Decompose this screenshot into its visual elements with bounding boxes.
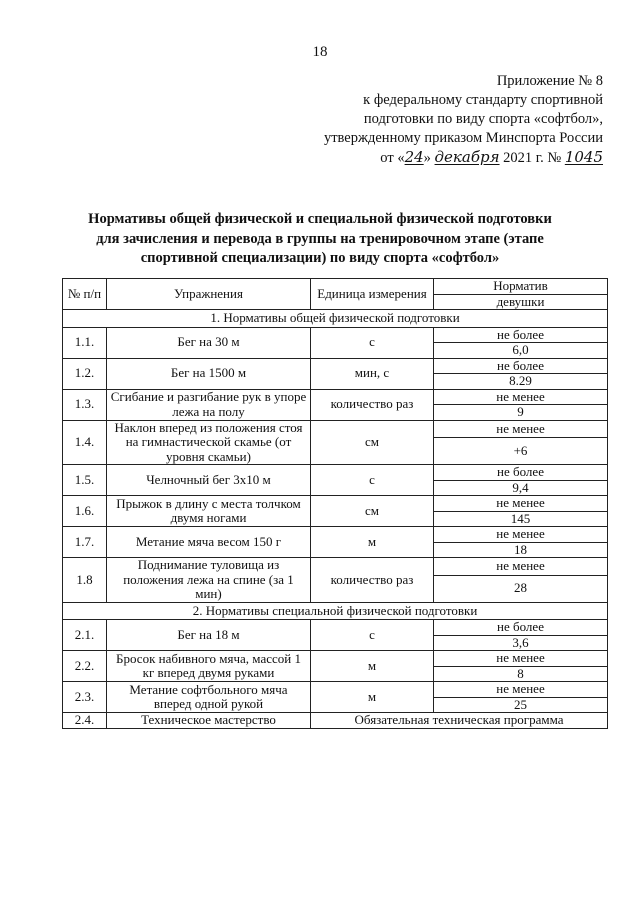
section-row	[63, 310, 608, 328]
row-num: 2.4.	[63, 713, 107, 729]
row-criterion: не менее	[434, 527, 608, 543]
date-prefix: от «	[380, 150, 405, 166]
appendix-header	[303, 72, 603, 168]
row-value: 18	[434, 542, 608, 558]
table-row	[63, 358, 608, 374]
document-title	[0, 210, 640, 269]
row-unit: количество раз	[311, 389, 434, 420]
appendix-date-line	[303, 148, 603, 168]
header-girls: девушки	[434, 294, 608, 310]
appendix-line: подготовки по виду спорта «софтбол»,	[363, 111, 603, 127]
header-norm: Норматив	[434, 279, 608, 295]
row-criterion: не менее	[434, 558, 608, 576]
row-unit: с	[311, 465, 434, 496]
page-number: 18	[312, 44, 328, 60]
row-num: 1.1.	[63, 327, 107, 358]
title-line: Нормативы общей физической и специальной физической подготовки	[88, 211, 552, 227]
row-exercise: Бег на 30 м	[107, 327, 311, 358]
table-row	[63, 389, 608, 405]
row-exercise: Поднимание туловища из положения лежа на спине (за 1 мин)	[107, 558, 311, 603]
row-criterion: не более	[434, 358, 608, 374]
row-criterion: не менее	[434, 496, 608, 512]
row-unit: с	[311, 327, 434, 358]
header-row	[63, 279, 608, 295]
row-unit: см	[311, 496, 434, 527]
row-value: 3,6	[434, 635, 608, 651]
table-row	[63, 713, 608, 729]
date-month: декабря	[434, 148, 500, 166]
row-exercise: Челночный бег 3х10 м	[107, 465, 311, 496]
row-value: 9,4	[434, 480, 608, 496]
row-unit: м	[311, 651, 434, 682]
row-exercise: Наклон вперед из положения стоя на гимнастической скамье (от уровня скамьи)	[107, 420, 311, 465]
row-num: 2.1.	[63, 620, 107, 651]
row-unit: м	[311, 682, 434, 713]
table-row	[63, 682, 608, 698]
date-mid: »	[423, 150, 431, 166]
row-exercise: Бросок набивного мяча, массой 1 кг вперед двумя руками	[107, 651, 311, 682]
date-year: 2021 г. №	[503, 150, 562, 166]
table-row	[63, 327, 608, 343]
title-line: спортивной специализации) по виду спорта «софтбол»	[140, 250, 500, 266]
row-exercise: Бег на 1500 м	[107, 358, 311, 389]
row-criterion: не менее	[434, 389, 608, 405]
row-criterion: не более	[434, 620, 608, 636]
row-unit: с	[311, 620, 434, 651]
header-num: № п/п	[63, 279, 107, 310]
row-value: 25	[434, 697, 608, 713]
row-exercise: Сгибание и разгибание рук в упоре лежа на полу	[107, 389, 311, 420]
standards-table	[62, 278, 608, 729]
section-row	[63, 602, 608, 620]
table-row	[63, 420, 608, 438]
row-criterion: не более	[434, 327, 608, 343]
row-num: 1.4.	[63, 420, 107, 465]
section-title: 2. Нормативы специальной физической подготовки	[63, 602, 608, 620]
row-num: 2.3.	[63, 682, 107, 713]
appendix-line: утвержденному приказом Минспорта России	[323, 130, 603, 146]
row-exercise: Бег на 18 м	[107, 620, 311, 651]
order-number: 1045	[564, 148, 603, 166]
row-num: 1.6.	[63, 496, 107, 527]
table-row	[63, 558, 608, 576]
table-row	[63, 620, 608, 636]
appendix-line: к федеральному стандарту спортивной	[363, 92, 603, 108]
header-unit: Единица измерения	[311, 279, 434, 310]
row-num: 1.8	[63, 558, 107, 603]
row-value: 28	[434, 575, 608, 602]
row-value: 8	[434, 666, 608, 682]
appendix-line: Приложение № 8	[496, 73, 603, 89]
title-line: для зачисления и перевода в группы на тренировочном этапе (этапе	[96, 230, 544, 247]
row-value: 9	[434, 405, 608, 421]
table-row	[63, 496, 608, 512]
table-row	[63, 527, 608, 543]
header-exercise: Упражнения	[107, 279, 311, 310]
row-unit: мин, с	[311, 358, 434, 389]
row-num: 1.2.	[63, 358, 107, 389]
row-value: 6,0	[434, 343, 608, 359]
row-exercise: Прыжок в длину с места толчком двумя ногами	[107, 496, 311, 527]
row-criterion: не более	[434, 465, 608, 481]
table-row	[63, 465, 608, 481]
row-num: 1.7.	[63, 527, 107, 558]
row-criterion: не менее	[434, 420, 608, 438]
row-merged-value: Обязательная техническая программа	[311, 713, 608, 729]
row-num: 2.2.	[63, 651, 107, 682]
row-unit: см	[311, 420, 434, 465]
row-exercise: Метание мяча весом 150 г	[107, 527, 311, 558]
row-value: 145	[434, 511, 608, 527]
row-value: +6	[434, 438, 608, 465]
row-criterion: не менее	[434, 651, 608, 667]
row-num: 1.5.	[63, 465, 107, 496]
row-unit: количество раз	[311, 558, 434, 603]
row-value: 8.29	[434, 374, 608, 390]
row-unit: м	[311, 527, 434, 558]
row-exercise: Техническое мастерство	[107, 713, 311, 729]
section-title: 1. Нормативы общей физической подготовки	[63, 310, 608, 328]
standards-table-body	[63, 279, 608, 729]
row-criterion: не менее	[434, 682, 608, 698]
row-num: 1.3.	[63, 389, 107, 420]
row-exercise: Метание софтбольного мяча вперед одной рукой	[107, 682, 311, 713]
table-row	[63, 651, 608, 667]
date-day: 24	[404, 148, 424, 166]
